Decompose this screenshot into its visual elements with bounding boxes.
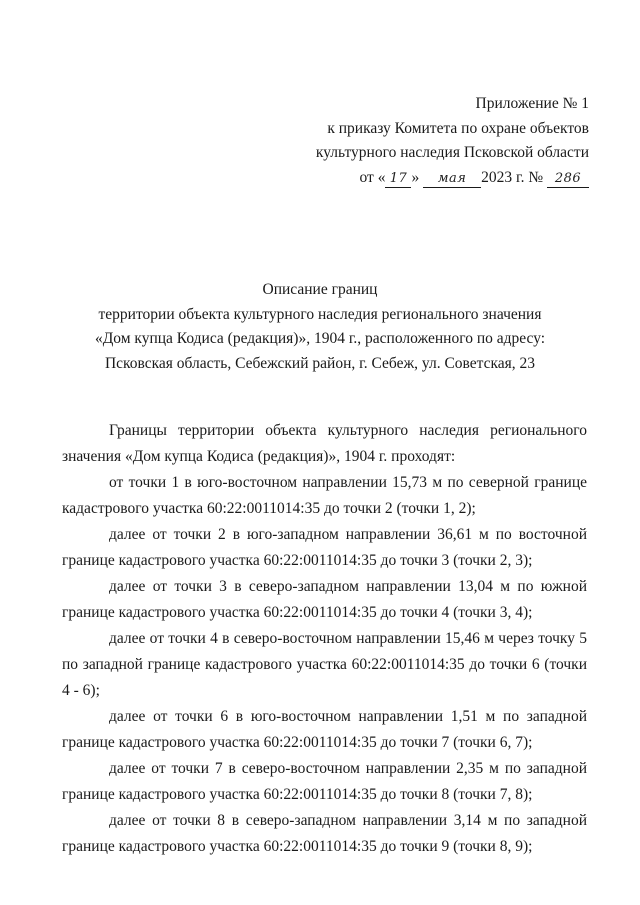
paragraph-segment-7-8: далее от точки 7 в северо-восточном направлении 2,35 м по западной границе кадастрового участка 60:22:0011014:35 до точки 8 (точки 7, 8); — [62, 760, 587, 803]
handwritten-day: 17 — [385, 171, 411, 188]
paragraph-segment-8-9: далее от точки 8 в северо-западном направлении 3,14 м по западной границе кадастрового участка 60:22:0011014:35 до точки 9 (точки 8, 9); — [62, 812, 587, 855]
paragraph-intro: Границы территории объекта культурного наследия регионального значения «Дом купца Кодиса (редакция)», 1904 г. проходят: — [62, 422, 587, 465]
handwritten-number: 286 — [547, 171, 589, 188]
appendix-title: Приложение № 1 — [475, 95, 589, 112]
title-line-2: территории объекта культурного наследия регионального значения — [98, 305, 542, 323]
year-text: 2023 г. № — [481, 168, 544, 186]
appendix-date-line — [316, 166, 589, 191]
title-line-1: Описание границ — [262, 281, 378, 298]
paragraph-segment-2-3: далее от точки 2 в юго-западном направлении 36,61 м по восточной границе кадастрового участка 60:22:0011014:35 до точки 3 (точки 2, 3); — [62, 526, 587, 569]
title-line-4: Псковская область, Себежский район, г. Себеж, ул. Советская, 23 — [104, 354, 536, 372]
document-body — [62, 418, 587, 860]
paragraph-segment-4-6: далее от точки 4 в северо-восточном направлении 15,46 м через точку 5 по западной границе кадастрового участка 60:22:0011014:35 до точки 6 (точки 4 - 6); — [62, 630, 587, 699]
paragraph-segment-3-4: далее от точки 3 в северо-западном направлении 13,04 м по южной границе кадастрового участка 60:22:0011014:35 до точки 4 (точки 3, 4); — [62, 578, 587, 621]
appendix-committee-line: культурного наследия Псковской области — [315, 144, 589, 161]
document-title — [0, 278, 640, 376]
paragraph-segment-1-2: от точки 1 в юго-восточном направлении 15,73 м по северной границе кадастрового участка 60:22:0011014:35 до точки 2 (точки 1, 2); — [62, 474, 587, 517]
handwritten-month: мая — [423, 171, 481, 188]
appendix-order-line: к приказу Комитета по охране объектов — [327, 119, 589, 137]
date-mid: » — [411, 168, 420, 186]
date-prefix: от « — [359, 168, 386, 186]
title-line-3: «Дом купца Кодиса (редакция)», 1904 г., расположенного по адресу: — [94, 330, 546, 347]
appendix-header — [316, 92, 589, 190]
paragraph-segment-6-7: далее от точки 6 в юго-восточном направлении 1,51 м по западной границе кадастрового участка 60:22:0011014:35 до точки 7 (точки 6, 7); — [62, 708, 587, 751]
